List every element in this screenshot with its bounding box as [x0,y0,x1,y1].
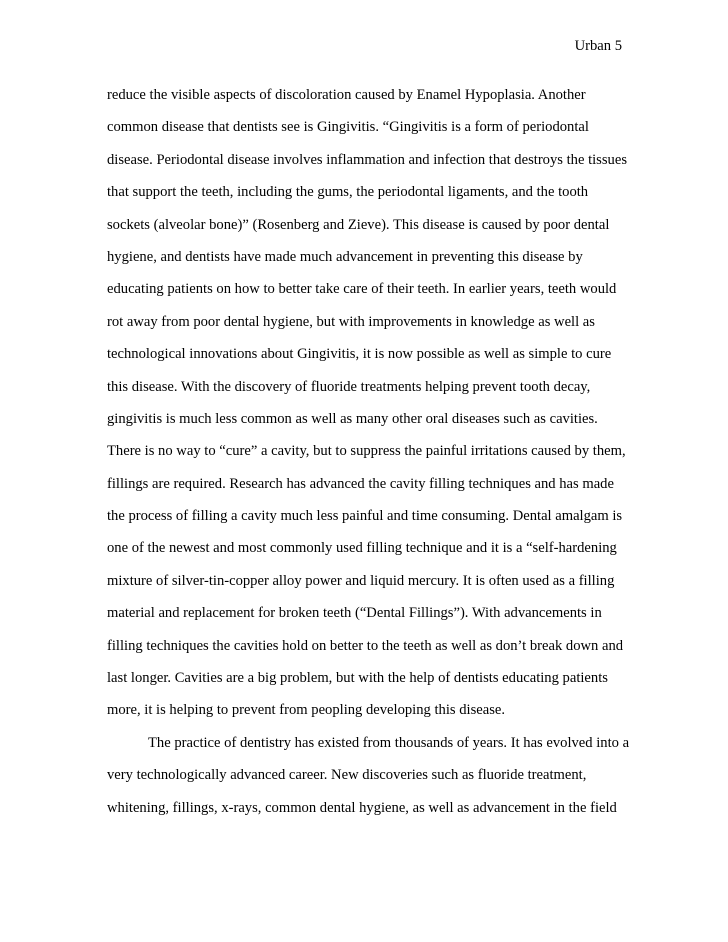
body-text [107,79,630,824]
text-line: the process of filling a cavity much less painful and time consuming. Dental amalgam is [107,508,623,525]
text-line: sockets (alveolar bone)” (Rosenberg and Zieve). This disease is caused by poor dental [107,216,610,233]
text-line: this disease. With the discovery of fluoride treatments helping prevent tooth decay, [107,378,591,395]
text-line: mixture of silver-tin-copper alloy power and liquid mercury. It is often used as a filling [107,572,615,589]
text-line: reduce the visible aspects of discoloration caused by Enamel Hypoplasia. Another [107,87,586,103]
text-line: whitening, fillings, x-rays, common dental hygiene, as well as advancement in the field [107,799,617,816]
text-line: more, it is helping to prevent from peopling developing this disease. [107,702,506,719]
text-line: that support the teeth, including the gums, the periodontal ligaments, and the tooth [107,184,589,201]
text-line: educating patients on how to better take care of their teeth. In earlier years, teeth would [107,281,617,298]
paragraph-first-line: The practice of dentistry has existed from thousands of years. It has evolved into a [148,734,630,751]
text-line: last longer. Cavities are a big problem, but with the help of dentists educating patients [107,670,608,687]
text-line: technological innovations about Gingivitis, it is now possible as well as simple to cure [107,346,612,363]
text-line: filling techniques the cavities hold on better to the teeth as well as don’t break down and [107,637,624,654]
text-line: rot away from poor dental hygiene, but with improvements in knowledge as well as [107,313,595,330]
text-line: There is no way to “cure” a cavity, but to suppress the painful irritations caused by them, [107,443,626,460]
running-head: Urban 5 [574,38,622,54]
text-line: hygiene, and dentists have made much advancement in preventing this disease by [107,248,583,265]
text-line: one of the newest and most commonly used filling technique and it is a “self-hardening [107,540,617,557]
text-line: material and replacement for broken teeth (“Dental Fillings”). With advancements in [107,605,602,622]
text-line: disease. Periodontal disease involves inflammation and infection that destroys the tissues [107,151,627,168]
text-line: very technologically advanced career. New discoveries such as fluoride treatment, [107,767,587,784]
text-line: common disease that dentists see is Gingivitis. “Gingivitis is a form of periodontal [107,119,589,136]
text-line: gingivitis is much less common as well as many other oral diseases such as cavities. [107,410,598,427]
text-line: fillings are required. Research has advanced the cavity filling techniques and has made [107,475,614,492]
